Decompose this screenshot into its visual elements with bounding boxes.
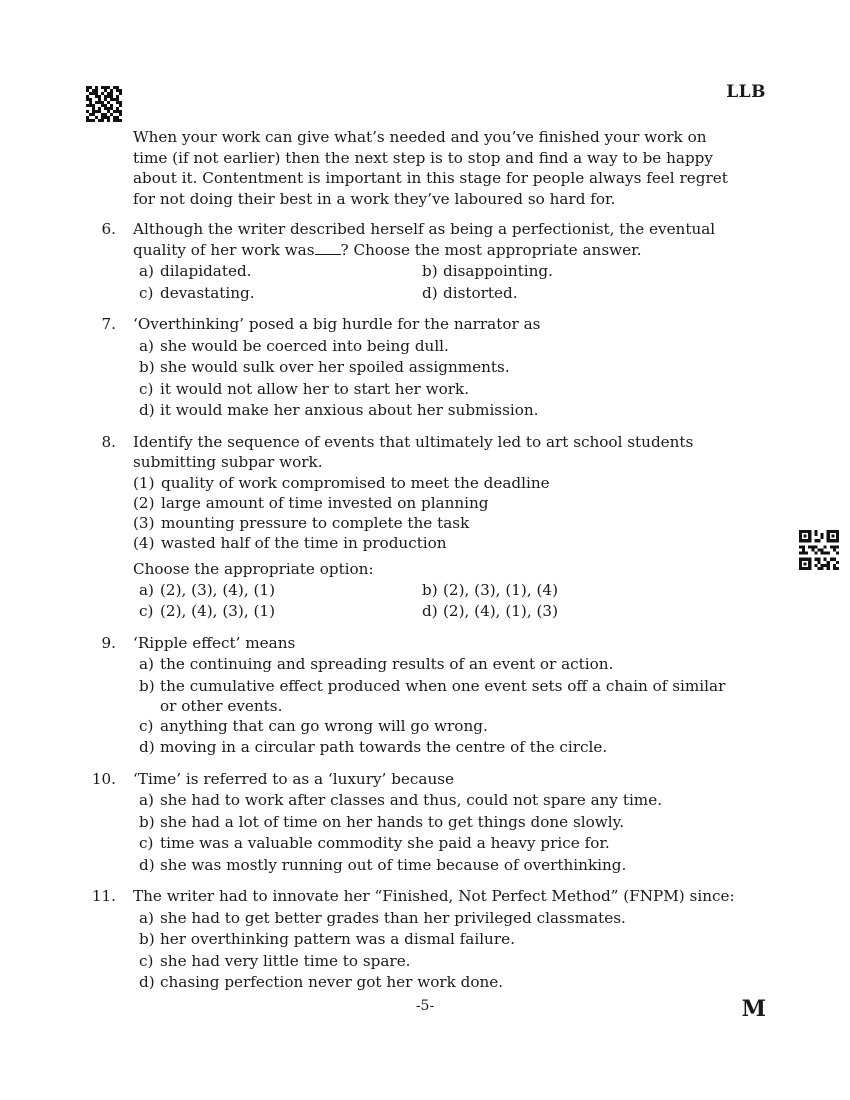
passage-ending: When your work can give what’s needed and you’ve finished your work on time (if not earlier) then the next step is to stop and find a way to be happy about it. Contentment is important in this stage for people always feel regret for not doing their best in a work they’ve laboured so hard for. [133,128,728,208]
statements [133,473,740,553]
options [139,261,740,304]
page-number: -5- [415,998,435,1014]
question-text: ‘Time’ is referred to as a ‘luxury’ because [133,769,455,788]
question-number: 8. [101,432,116,451]
question-9 [90,633,740,759]
subject-code: LLB [726,82,766,102]
option-c: c) devastating. [139,283,255,302]
option-a: a) she had to get better grades than her privileged classmates. [139,908,626,927]
qr-code-icon [799,530,839,570]
choose-instruction: Choose the appropriate option: [133,559,374,578]
series-code: M [741,996,766,1022]
question-number: 6. [101,220,116,238]
question-11 [90,886,740,994]
option-c: c) anything that can go wrong will go wrong. [139,716,488,735]
option-b: b) she had a lot of time on her hands to get things done slowly. [139,812,625,831]
options [139,908,740,994]
option-c: c) she had very little time to spare. [139,951,411,970]
statement-4: (4) wasted half of the time in production [133,533,447,552]
option-d: d) chasing perfection never got her work done. [139,973,504,991]
option-d: d) she was mostly running out of time because of overthinking. [139,855,627,874]
question-number: 10. [91,769,116,788]
option-c: c) time was a valuable commodity she paid a heavy price for. [139,834,610,852]
option-c: c) it would not allow her to start her work. [139,379,470,398]
option-b: b) disappointing. [422,262,553,280]
question-text: Although the writer described herself as being a perfectionist, the eventual quality of her work was ? Choose the most appropriate answer. [133,220,716,259]
barcode-icon [86,86,122,122]
option-a: a) dilapidated. [139,262,252,280]
option-b: b) (2), (3), (1), (4) [422,580,559,599]
options [139,790,740,876]
statement-1: (1) quality of work compromised to meet the deadline [133,473,550,492]
options [139,580,740,623]
option-b: b) she would sulk over her spoiled assignments. [139,358,510,376]
option-d: d) distorted. [422,283,518,302]
option-d: d) (2), (4), (1), (3) [422,602,559,620]
question-7 [90,314,740,422]
question-10 [90,769,740,877]
option-d: d) moving in a circular path towards the centre of the circle. [139,738,608,756]
question-text: The writer had to innovate her “Finished, Not Perfect Method” (FNPM) since: [133,887,735,905]
question-content [90,127,740,994]
option-b: b) her overthinking pattern was a dismal failure. [139,930,515,948]
option-d: d) it would make her anxious about her submission. [139,401,539,419]
options [139,336,740,422]
statement-3: (3) mounting pressure to complete the task [133,513,470,532]
question-text: ‘Overthinking’ posed a big hurdle for the narrator as [133,315,541,333]
option-c: c) (2), (4), (3), (1) [139,602,276,620]
option-a: a) the continuing and spreading results of an event or action. [139,655,614,673]
question-number: 9. [101,633,116,652]
option-b: b) the cumulative effect produced when one event sets off a chain of similar or other events. [139,676,726,715]
question-text: ‘Ripple effect’ means [133,633,296,652]
statement-2: (2) large amount of time invested on planning [133,493,489,512]
question-6 [90,219,740,304]
question-number: 7. [101,315,116,333]
question-text: Identify the sequence of events that ultimately led to art school students submitting subpar work. [133,432,694,471]
question-number: 11. [91,887,116,905]
option-a: a) she would be coerced into being dull. [139,336,449,355]
question-8 [90,432,740,623]
option-a: a) (2), (3), (4), (1) [139,580,276,599]
option-a: a) she had to work after classes and thus, could not spare any time. [139,791,663,809]
answer-blank [315,242,341,255]
options [139,654,740,759]
